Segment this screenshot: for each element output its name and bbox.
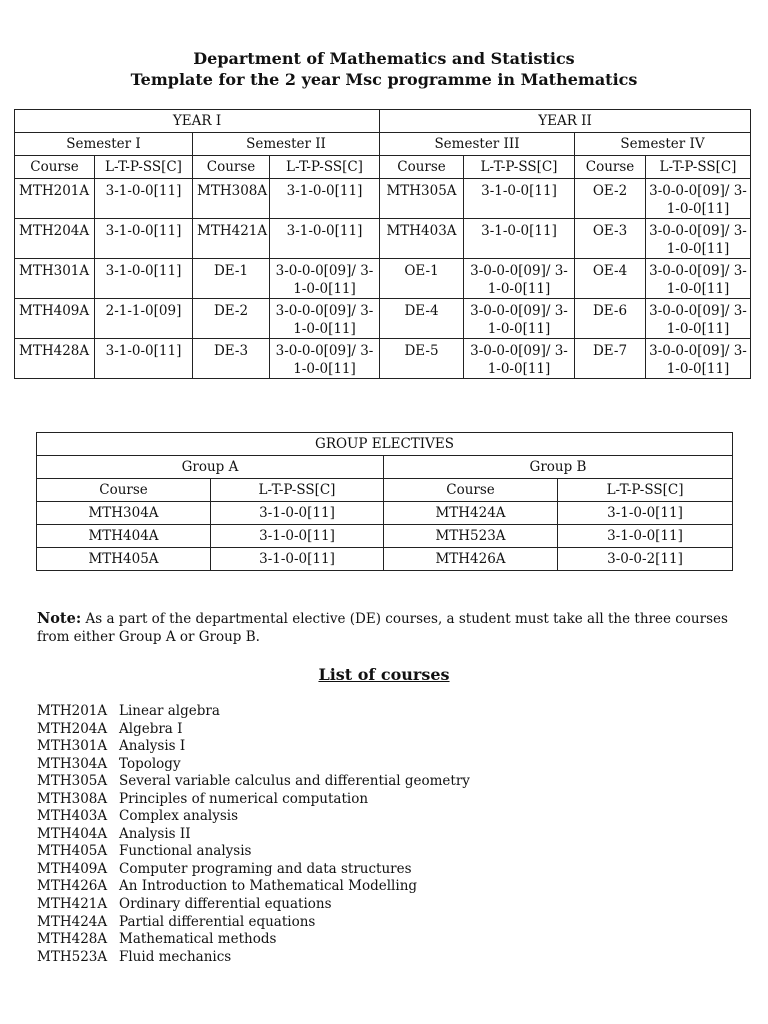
- course-cell: MTH204A: [15, 219, 95, 259]
- course-cell: OE-3: [575, 219, 646, 259]
- list-item: [37, 791, 470, 809]
- list-item: [37, 896, 470, 914]
- course-code: MTH523A: [37, 948, 108, 965]
- column-header-course: Course: [37, 479, 211, 502]
- credit-cell: 3-0-0-0[09]/ 3-1-0-0[11]: [646, 299, 751, 339]
- course-cell: DE-5: [380, 339, 464, 379]
- semester-2-header: Semester II: [193, 133, 380, 156]
- course-cell: DE-1: [193, 259, 270, 299]
- list-item: [37, 861, 470, 879]
- course-name: Analysis I: [119, 738, 186, 755]
- column-header-ltp: L-T-P-SS[C]: [95, 156, 193, 179]
- credit-cell: 3-1-0-0[11]: [464, 219, 575, 259]
- course-name: Analysis II: [119, 825, 191, 842]
- credit-cell: 3-1-0-0[11]: [211, 502, 384, 525]
- course-cell: DE-4: [380, 299, 464, 339]
- course-code: MTH428A: [37, 931, 108, 948]
- list-item: [37, 808, 470, 826]
- course-name: Computer programing and data structures: [119, 860, 412, 877]
- credit-cell: 3-0-0-0[09]/ 3-1-0-0[11]: [270, 259, 380, 299]
- semester-3-header: Semester III: [380, 133, 575, 156]
- list-item: [37, 843, 470, 861]
- credit-cell: 3-1-0-0[11]: [558, 525, 733, 548]
- list-item: [37, 949, 470, 967]
- course-code: MTH204A: [37, 720, 108, 737]
- course-name: Mathematical methods: [119, 931, 277, 948]
- course-cell: DE-2: [193, 299, 270, 339]
- course-cell: OE-2: [575, 179, 646, 219]
- list-item: [37, 914, 470, 932]
- year-1-header: YEAR I: [15, 110, 380, 133]
- course-cell: MTH301A: [15, 259, 95, 299]
- course-list-heading: List of courses: [318, 665, 450, 684]
- credit-cell: 3-1-0-0[11]: [95, 339, 193, 379]
- credit-cell: 3-0-0-0[09]/ 3-1-0-0[11]: [646, 259, 751, 299]
- course-cell: MTH428A: [15, 339, 95, 379]
- course-name: Several variable calculus and differential geometry: [119, 773, 470, 790]
- list-item: [37, 721, 470, 739]
- electives-title: GROUP ELECTIVES: [37, 433, 733, 456]
- column-header-ltp: L-T-P-SS[C]: [646, 156, 751, 179]
- course-cell: MTH409A: [15, 299, 95, 339]
- list-item: [37, 738, 470, 756]
- table-row: [37, 548, 733, 571]
- course-cell: DE-6: [575, 299, 646, 339]
- group-electives-table: [36, 432, 733, 571]
- course-cell: MTH308A: [193, 179, 270, 219]
- column-header-course: Course: [384, 479, 558, 502]
- credit-cell: 3-1-0-0[11]: [95, 219, 193, 259]
- semester-1-header: Semester I: [15, 133, 193, 156]
- page-subtitle: Template for the 2 year Msc programme in Mathematics: [130, 70, 638, 89]
- credit-cell: 3-0-0-0[09]/ 3-1-0-0[11]: [646, 179, 751, 219]
- course-cell: MTH403A: [380, 219, 464, 259]
- list-item: [37, 703, 470, 721]
- course-code: MTH421A: [37, 896, 108, 913]
- course-cell: OE-4: [575, 259, 646, 299]
- course-cell: MTH404A: [37, 525, 211, 548]
- column-header-course: Course: [380, 156, 464, 179]
- course-code: MTH409A: [37, 860, 108, 877]
- credit-cell: 3-1-0-0[11]: [211, 525, 384, 548]
- table-row: [37, 502, 733, 525]
- credit-cell: 3-1-0-0[11]: [270, 179, 380, 219]
- note-text: As a part of the departmental elective (DE) courses, a student must take all the three courses from either Group A or Group B.: [37, 611, 728, 645]
- credit-cell: 3-1-0-0[11]: [211, 548, 384, 571]
- course-cell: DE-7: [575, 339, 646, 379]
- course-name: Linear algebra: [119, 703, 220, 719]
- note-label: Note:: [37, 610, 82, 627]
- course-name: Complex analysis: [119, 808, 239, 825]
- year-2-header: YEAR II: [380, 110, 751, 133]
- course-name: An Introduction to Mathematical Modelling: [119, 878, 418, 895]
- credit-cell: 3-0-0-2[11]: [558, 548, 733, 571]
- credit-cell: 3-0-0-0[09]/ 3-1-0-0[11]: [646, 219, 751, 259]
- credit-cell: 3-0-0-0[09]/ 3-1-0-0[11]: [270, 339, 380, 379]
- credit-cell: 3-1-0-0[11]: [464, 179, 575, 219]
- semester-4-header: Semester IV: [575, 133, 751, 156]
- list-item: [37, 931, 470, 949]
- course-cell: MTH421A: [193, 219, 270, 259]
- credit-cell: 3-0-0-0[09]/ 3-1-0-0[11]: [464, 339, 575, 379]
- credit-cell: 3-0-0-0[09]/ 3-1-0-0[11]: [270, 299, 380, 339]
- table-row: [15, 179, 751, 219]
- course-code: MTH201A: [37, 703, 108, 719]
- course-cell: MTH523A: [384, 525, 558, 548]
- programme-template-table: [14, 109, 751, 379]
- column-header-course: Course: [15, 156, 95, 179]
- column-header-course: Course: [193, 156, 270, 179]
- course-name: Topology: [119, 755, 181, 772]
- group-b-header: Group B: [384, 456, 733, 479]
- course-cell: MTH426A: [384, 548, 558, 571]
- course-code: MTH403A: [37, 808, 108, 825]
- table-row: [15, 339, 751, 379]
- course-name: Partial differential equations: [119, 913, 316, 930]
- course-name: Fluid mechanics: [119, 948, 232, 965]
- table-row: [15, 259, 751, 299]
- course-code: MTH424A: [37, 913, 108, 930]
- column-header-ltp: L-T-P-SS[C]: [464, 156, 575, 179]
- course-code: MTH301A: [37, 738, 108, 755]
- group-a-header: Group A: [37, 456, 384, 479]
- course-code: MTH304A: [37, 755, 108, 772]
- column-header-ltp: L-T-P-SS[C]: [211, 479, 384, 502]
- course-name: Ordinary differential equations: [119, 896, 332, 913]
- table-row: [15, 219, 751, 259]
- course-list: [37, 703, 470, 966]
- column-header-course: Course: [575, 156, 646, 179]
- course-cell: MTH201A: [15, 179, 95, 219]
- table-row: [37, 525, 733, 548]
- course-cell: DE-3: [193, 339, 270, 379]
- credit-cell: 3-1-0-0[11]: [95, 179, 193, 219]
- column-header-ltp: L-T-P-SS[C]: [558, 479, 733, 502]
- course-cell: MTH424A: [384, 502, 558, 525]
- course-cell: MTH304A: [37, 502, 211, 525]
- note-paragraph: [37, 610, 737, 646]
- course-code: MTH426A: [37, 878, 108, 895]
- page-title: Department of Mathematics and Statistics: [193, 49, 575, 68]
- credit-cell: 3-0-0-0[09]/ 3-1-0-0[11]: [464, 299, 575, 339]
- course-cell: OE-1: [380, 259, 464, 299]
- column-header-ltp: L-T-P-SS[C]: [270, 156, 380, 179]
- credit-cell: 3-0-0-0[09]/ 3-1-0-0[11]: [464, 259, 575, 299]
- list-item: [37, 756, 470, 774]
- list-item: [37, 826, 470, 844]
- course-code: MTH405A: [37, 843, 108, 860]
- list-item: [37, 878, 470, 896]
- course-code: MTH404A: [37, 825, 108, 842]
- course-name: Functional analysis: [119, 843, 252, 860]
- list-item: [37, 773, 470, 791]
- credit-cell: 3-1-0-0[11]: [558, 502, 733, 525]
- course-name: Algebra I: [119, 720, 183, 737]
- credit-cell: 2-1-1-0[09]: [95, 299, 193, 339]
- course-code: MTH305A: [37, 773, 108, 790]
- course-name: Principles of numerical computation: [119, 790, 369, 807]
- credit-cell: 3-1-0-0[11]: [95, 259, 193, 299]
- course-cell: MTH405A: [37, 548, 211, 571]
- table-row: [15, 299, 751, 339]
- course-cell: MTH305A: [380, 179, 464, 219]
- credit-cell: 3-0-0-0[09]/ 3-1-0-0[11]: [646, 339, 751, 379]
- course-code: MTH308A: [37, 790, 108, 807]
- credit-cell: 3-1-0-0[11]: [270, 219, 380, 259]
